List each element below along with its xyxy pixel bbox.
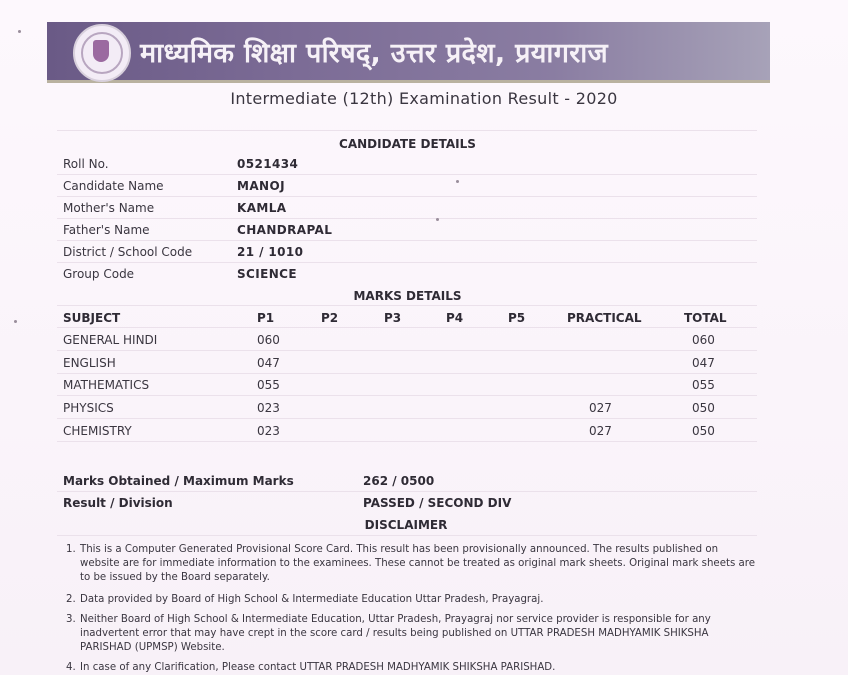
scan-speck: [14, 320, 17, 323]
divider: [57, 373, 757, 374]
disclaimer-item: [66, 543, 756, 586]
board-emblem-icon: [73, 24, 131, 82]
col-subject-header: SUBJECT: [63, 311, 121, 325]
divider: [57, 395, 757, 396]
p1-cell: 055: [257, 378, 280, 392]
board-name: माध्यमिक शिक्षा परिषद्, उत्तर प्रदेश, प्रयागराज: [140, 38, 608, 69]
group-code-label: Group Code: [63, 267, 135, 281]
disclaimer-text: This is a Computer Generated Provisional Score Card. This result has been provisionally announced. The results published on website are for immediate information to the examinees. These cannot be treated as original mark sheets. Original mark sheets are to be issued by the Board separately.: [80, 544, 755, 584]
divider: [57, 240, 757, 241]
exam-title: Intermediate (12th) Examination Result - 2020: [230, 89, 618, 108]
p1-cell: 060: [257, 333, 280, 347]
father-name-label: Father's Name: [63, 223, 150, 237]
disclaimer-text: Data provided by Board of High School & Intermediate Education Uttar Pradesh, Prayagraj.: [80, 594, 544, 605]
col-p5-header: P5: [508, 311, 526, 325]
disclaimer-number: 3.: [66, 614, 76, 625]
col-p4-header: P4: [446, 311, 464, 325]
p1-cell: 023: [257, 424, 280, 438]
scan-speck: [18, 30, 21, 33]
total-cell: 050: [692, 424, 715, 438]
col-p1-header: P1: [257, 311, 275, 325]
result-value: PASSED / SECOND DIV: [363, 496, 512, 510]
subject-cell: CHEMISTRY: [63, 424, 132, 438]
roll-no-value: 0521434: [237, 157, 299, 171]
practical-cell: 027: [589, 401, 612, 415]
col-total-header: TOTAL: [684, 311, 727, 325]
roll-no-label: Roll No.: [63, 157, 109, 171]
disclaimer-item: [66, 613, 756, 656]
candidate-details-heading: CANDIDATE DETAILS: [339, 137, 476, 151]
p1-cell: 047: [257, 356, 280, 370]
candidate-name-label: Candidate Name: [63, 179, 164, 193]
candidate-name-value: MANOJ: [237, 179, 285, 193]
divider: [57, 174, 757, 175]
divider: [57, 196, 757, 197]
total-cell: 047: [692, 356, 715, 370]
divider: [57, 218, 757, 219]
disclaimer-text: Neither Board of High School & Intermediate Education, Uttar Pradesh, Prayagraj nor service provider is responsible for any inadvertent error that may have crept in the score card / results being published on UTTAR PRADESH MADHYAMIK SHIKSHA PARISHAD (UPMSP) Website.: [80, 614, 711, 654]
subject-cell: GENERAL HINDI: [63, 333, 158, 347]
disclaimer-number: 2.: [66, 594, 76, 605]
divider: [57, 350, 757, 351]
father-name-value: CHANDRAPAL: [237, 223, 333, 237]
school-code-value: 21 / 1010: [237, 245, 304, 259]
col-p3-header: P3: [384, 311, 402, 325]
p1-cell: 023: [257, 401, 280, 415]
result-label: Result / Division: [63, 496, 173, 510]
marks-obtained-label: Marks Obtained / Maximum Marks: [63, 474, 294, 488]
subject-cell: MATHEMATICS: [63, 378, 150, 392]
mother-name-label: Mother's Name: [63, 201, 155, 215]
scan-speck: [436, 218, 439, 221]
practical-cell: 027: [589, 424, 612, 438]
divider: [57, 535, 757, 536]
marks-details-heading: MARKS DETAILS: [353, 289, 462, 303]
disclaimer-number: 4.: [66, 662, 76, 673]
divider: [57, 327, 757, 328]
divider: [57, 262, 757, 263]
total-cell: 050: [692, 401, 715, 415]
divider: [57, 305, 757, 306]
mother-name-value: KAMLA: [237, 201, 287, 215]
disclaimer-heading: DISCLAIMER: [364, 518, 448, 532]
divider: [57, 491, 757, 492]
divider: [57, 418, 757, 419]
disclaimer-text: In case of any Clarification, Please contact UTTAR PRADESH MADHYAMIK SHIKSHA PARISHAD.: [80, 662, 556, 673]
total-cell: 060: [692, 333, 715, 347]
subject-cell: ENGLISH: [63, 356, 116, 370]
divider: [57, 441, 757, 442]
col-practical-header: PRACTICAL: [567, 311, 642, 325]
disclaimer-item: [66, 593, 756, 607]
col-p2-header: P2: [321, 311, 339, 325]
marks-obtained-value: 262 / 0500: [363, 474, 435, 488]
group-code-value: SCIENCE: [237, 267, 297, 281]
scan-speck: [456, 180, 459, 183]
subject-cell: PHYSICS: [63, 401, 114, 415]
disclaimer-item: [66, 661, 756, 675]
divider: [57, 130, 757, 131]
total-cell: 055: [692, 378, 715, 392]
school-code-label: District / School Code: [63, 245, 193, 259]
disclaimer-number: 1.: [66, 544, 76, 555]
